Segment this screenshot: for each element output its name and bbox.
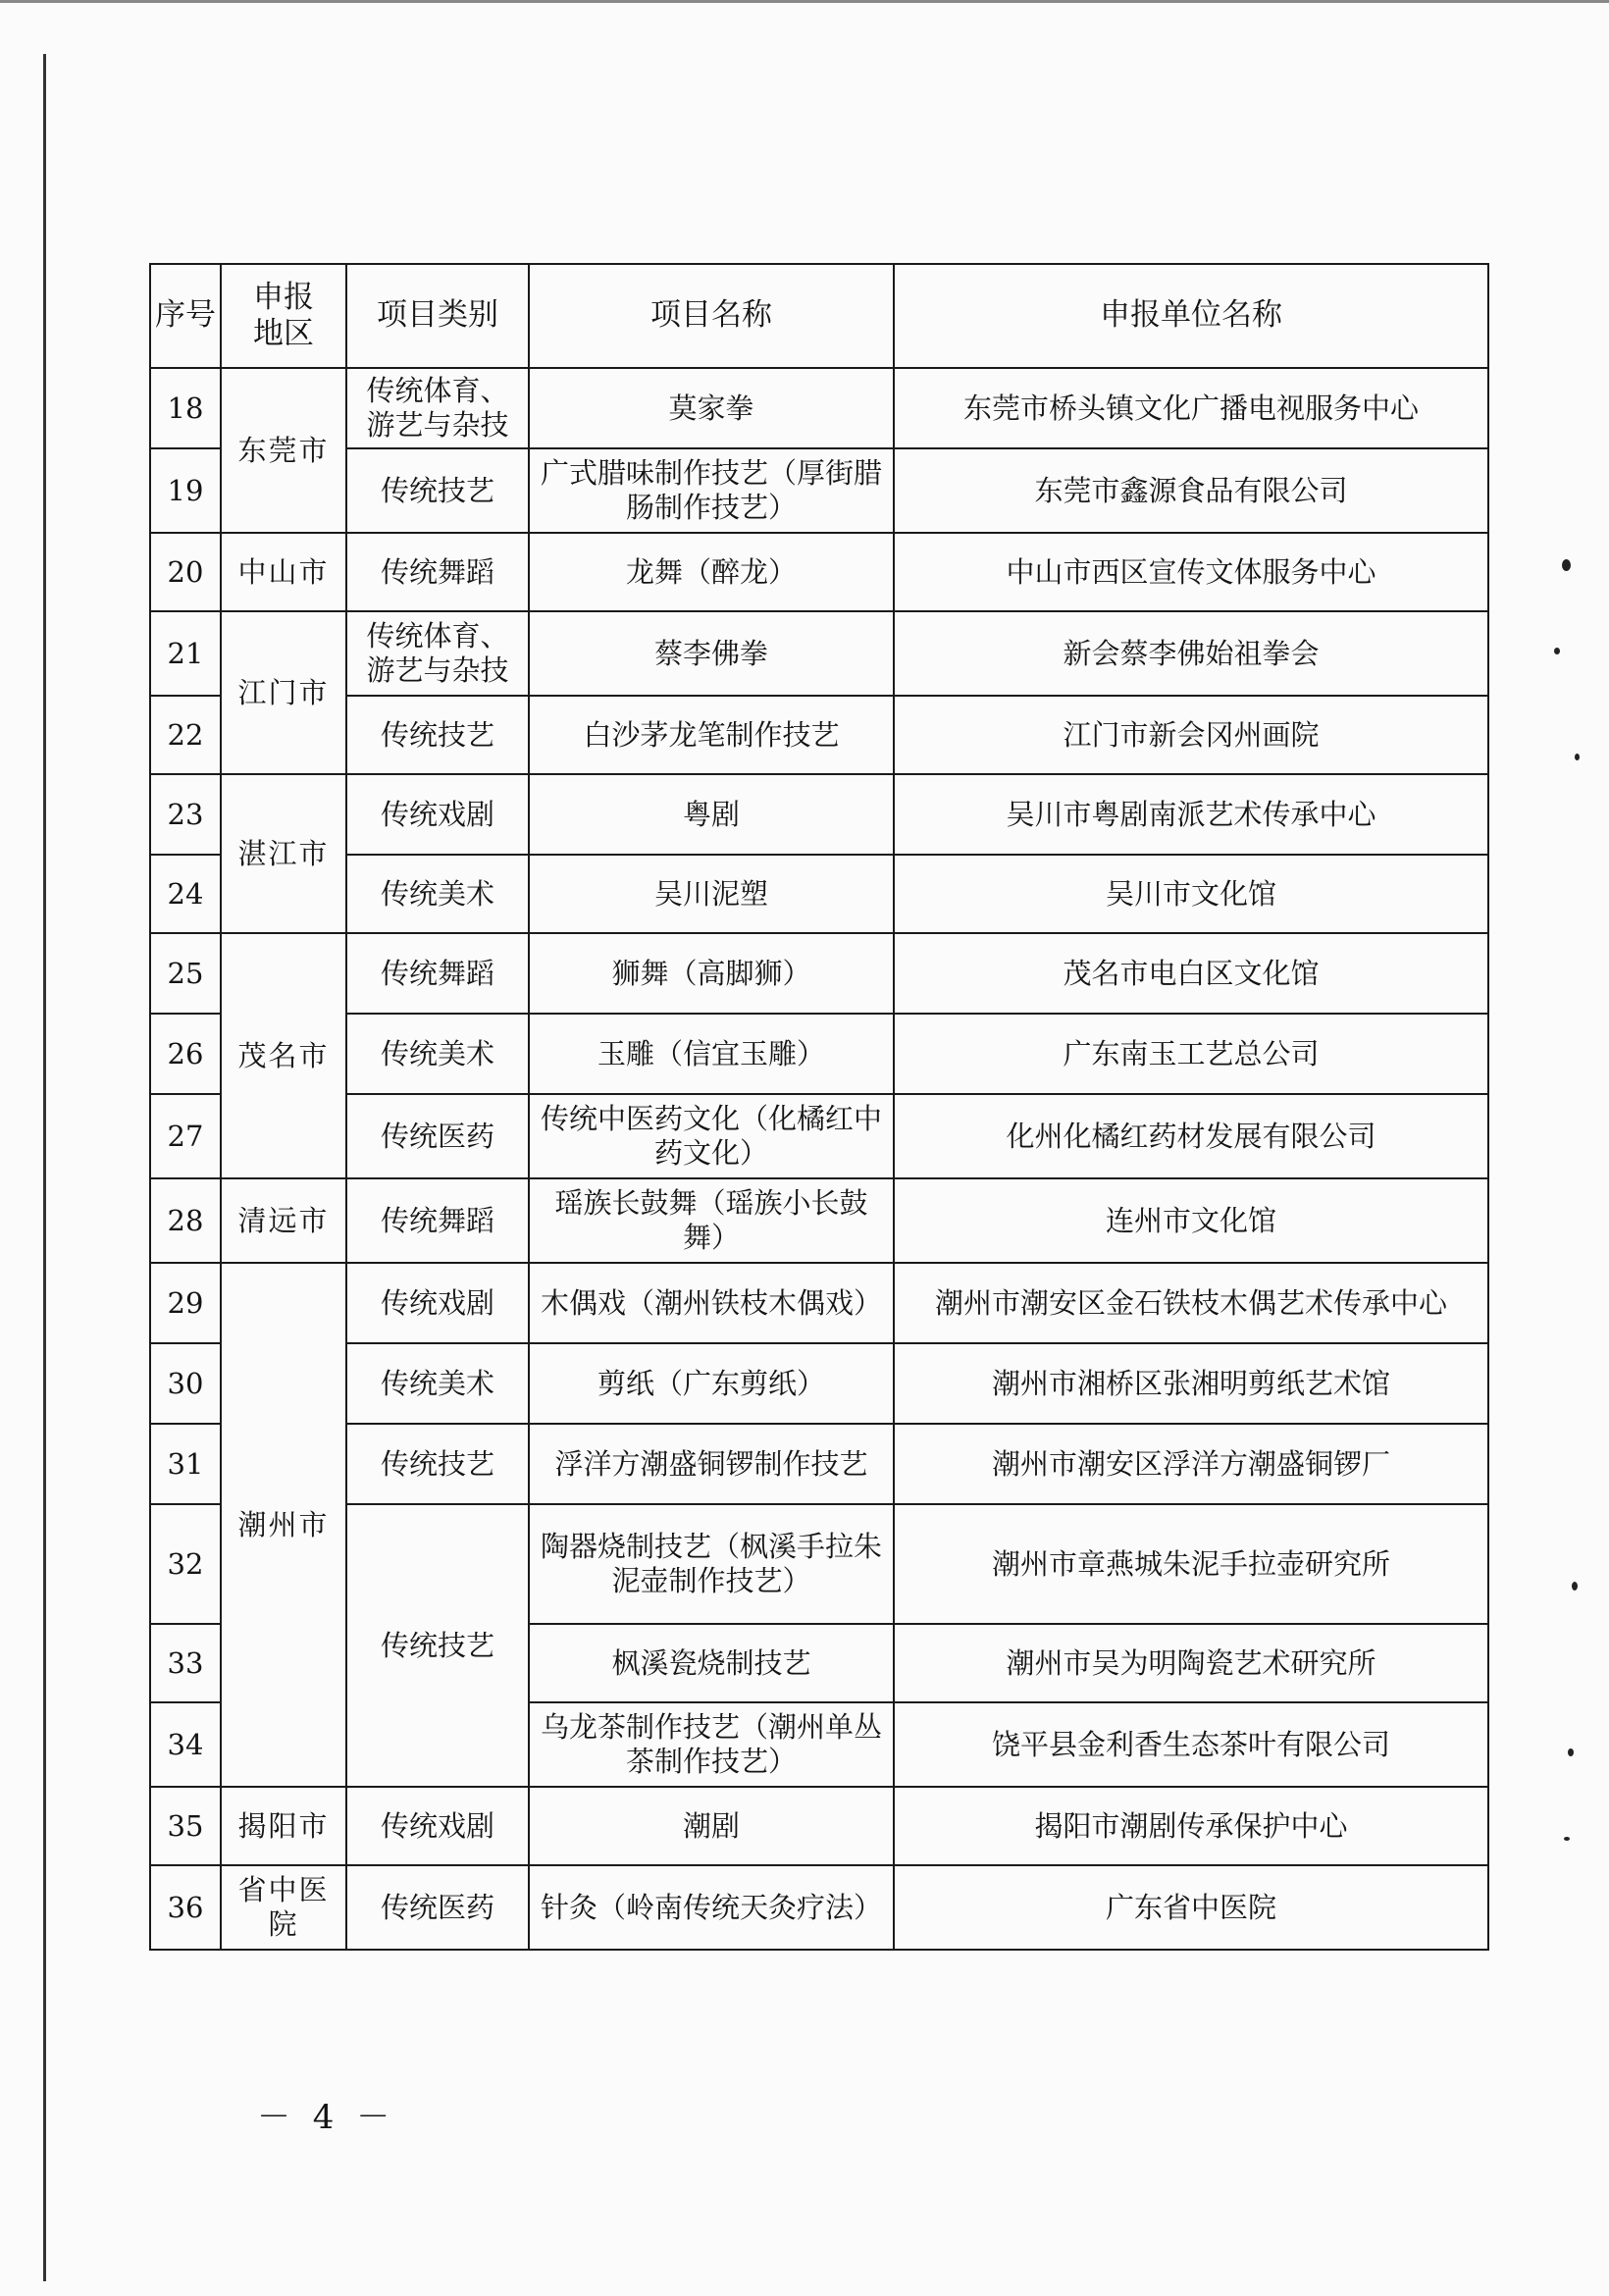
serial-number-cell: 21 [150, 611, 221, 696]
project-name-cell [529, 1702, 894, 1787]
table-row [150, 1178, 1488, 1263]
header-region [221, 264, 346, 368]
table-row [150, 448, 1488, 533]
project-name-text: 剪纸（广东剪纸） [597, 1366, 825, 1400]
project-name-text: 龙舞（醉龙） [625, 554, 797, 589]
region-text: 省中医院 [237, 1873, 330, 1941]
header-region-text: 申报地区 [253, 279, 314, 351]
table-row [150, 696, 1488, 774]
project-name-text: 粤剧 [682, 797, 740, 831]
project-name-cell [529, 1504, 894, 1624]
applicant-unit-cell: 潮州市章燕城朱泥手拉壶研究所 [894, 1504, 1488, 1624]
serial-number-cell: 33 [150, 1624, 221, 1702]
category-cell: 传统舞蹈 [346, 933, 529, 1014]
region-cell: 湛江市 [221, 774, 346, 933]
serial-number-cell: 26 [150, 1014, 221, 1094]
project-name-cell [529, 1424, 894, 1504]
table-row [150, 1014, 1488, 1094]
applicant-unit-cell: 东莞市鑫源食品有限公司 [894, 448, 1488, 533]
serial-number-cell: 20 [150, 533, 221, 611]
header-project-name: 项目名称 [529, 264, 894, 368]
project-name-cell [529, 368, 894, 448]
project-name-text: 莫家拳 [668, 391, 754, 425]
project-name-cell [529, 933, 894, 1014]
serial-number-cell: 23 [150, 774, 221, 855]
serial-number-cell: 32 [150, 1504, 221, 1624]
serial-number-cell: 30 [150, 1343, 221, 1424]
category-text: 传统体育、游艺与杂技 [366, 619, 509, 687]
scan-speck [1564, 1837, 1570, 1841]
category-cell: 传统技艺 [346, 1504, 529, 1787]
serial-number-cell: 27 [150, 1094, 221, 1178]
scan-speck [1568, 1748, 1574, 1756]
serial-number-cell: 24 [150, 855, 221, 933]
table-row [150, 1094, 1488, 1178]
project-name-cell [529, 855, 894, 933]
table-row [150, 1865, 1488, 1950]
category-cell: 传统美术 [346, 855, 529, 933]
header-serial-number: 序号 [150, 264, 221, 368]
table-row [150, 1263, 1488, 1343]
project-name-cell [529, 1343, 894, 1424]
table-row [150, 855, 1488, 933]
project-name-cell [529, 1014, 894, 1094]
scan-speck [1572, 1582, 1578, 1591]
category-cell: 传统医药 [346, 1094, 529, 1178]
applicant-unit-cell: 广东省中医院 [894, 1865, 1488, 1950]
heritage-project-table [149, 263, 1489, 1951]
table-row [150, 1424, 1488, 1504]
project-name-text: 玉雕（信宜玉雕） [597, 1036, 825, 1070]
applicant-unit-cell: 揭阳市潮剧传承保护中心 [894, 1787, 1488, 1865]
category-cell: 传统美术 [346, 1014, 529, 1094]
serial-number-cell: 25 [150, 933, 221, 1014]
region-cell [221, 1865, 346, 1950]
project-name-text: 枫溪瓷烧制技艺 [611, 1645, 811, 1680]
applicant-unit-cell: 江门市新会冈州画院 [894, 696, 1488, 774]
table-row [150, 533, 1488, 611]
scan-speck [1554, 648, 1560, 654]
header-applicant-unit: 申报单位名称 [894, 264, 1488, 368]
project-name-text: 瑶族长鼓舞（瑶族小长鼓舞） [554, 1186, 868, 1254]
category-cell [346, 368, 529, 448]
category-cell [346, 611, 529, 696]
applicant-unit-cell: 饶平县金利香生态茶叶有限公司 [894, 1702, 1488, 1787]
region-cell: 潮州市 [221, 1263, 346, 1787]
applicant-unit-cell: 潮州市吴为明陶瓷艺术研究所 [894, 1624, 1488, 1702]
table-body [150, 368, 1488, 1950]
region-cell: 揭阳市 [221, 1787, 346, 1865]
category-cell: 传统技艺 [346, 696, 529, 774]
header-category: 项目类别 [346, 264, 529, 368]
serial-number-cell: 22 [150, 696, 221, 774]
applicant-unit-cell: 中山市西区宣传文体服务中心 [894, 533, 1488, 611]
serial-number-cell: 34 [150, 1702, 221, 1787]
applicant-unit-cell: 化州化橘红药材发展有限公司 [894, 1094, 1488, 1178]
region-cell: 东莞市 [221, 368, 346, 533]
applicant-unit-cell: 吴川市文化馆 [894, 855, 1488, 933]
project-name-cell [529, 533, 894, 611]
project-name-cell [529, 1263, 894, 1343]
applicant-unit-cell: 潮州市潮安区金石铁枝木偶艺术传承中心 [894, 1263, 1488, 1343]
binding-edge-line [43, 54, 46, 2281]
serial-number-cell: 18 [150, 368, 221, 448]
serial-number-cell: 29 [150, 1263, 221, 1343]
project-name-cell [529, 611, 894, 696]
table-row [150, 1504, 1488, 1624]
project-name-cell [529, 774, 894, 855]
project-name-text: 吴川泥塑 [653, 876, 768, 911]
table-row [150, 368, 1488, 448]
region-cell: 江门市 [221, 611, 346, 774]
region-cell: 中山市 [221, 533, 346, 611]
table-header-row [150, 264, 1488, 368]
project-name-text: 木偶戏（潮州铁枝木偶戏） [540, 1285, 882, 1320]
table-row [150, 933, 1488, 1014]
serial-number-cell: 28 [150, 1178, 221, 1263]
category-cell: 传统医药 [346, 1865, 529, 1950]
project-name-cell [529, 448, 894, 533]
category-cell: 传统舞蹈 [346, 1178, 529, 1263]
page-number: － 4 － [257, 2098, 396, 2137]
scan-speck [1562, 559, 1571, 571]
project-name-text: 白沙茅龙笔制作技艺 [583, 717, 840, 752]
applicant-unit-cell: 茂名市电白区文化馆 [894, 933, 1488, 1014]
applicant-unit-cell: 新会蔡李佛始祖拳会 [894, 611, 1488, 696]
scan-top-edge [0, 0, 1609, 3]
project-name-cell [529, 696, 894, 774]
project-name-cell [529, 1624, 894, 1702]
table-row [150, 1343, 1488, 1424]
table-row [150, 1787, 1488, 1865]
project-name-text: 蔡李佛拳 [653, 636, 768, 670]
project-name-cell [529, 1865, 894, 1950]
category-cell: 传统戏剧 [346, 774, 529, 855]
serial-number-cell: 19 [150, 448, 221, 533]
category-cell: 传统美术 [346, 1343, 529, 1424]
region-cell: 茂名市 [221, 933, 346, 1178]
region-cell: 清远市 [221, 1178, 346, 1263]
serial-number-cell: 31 [150, 1424, 221, 1504]
project-name-text: 乌龙茶制作技艺（潮州单丛茶制作技艺） [540, 1710, 882, 1778]
category-text: 传统体育、游艺与杂技 [366, 374, 509, 442]
applicant-unit-cell: 潮州市湘桥区张湘明剪纸艺术馆 [894, 1343, 1488, 1424]
applicant-unit-cell: 潮州市潮安区浮洋方潮盛铜锣厂 [894, 1424, 1488, 1504]
project-name-text: 浮洋方潮盛铜锣制作技艺 [554, 1446, 868, 1481]
table-row [150, 774, 1488, 855]
project-name-cell [529, 1094, 894, 1178]
project-name-text: 传统中医药文化（化橘红中药文化） [540, 1102, 882, 1170]
applicant-unit-cell: 东莞市桥头镇文化广播电视服务中心 [894, 368, 1488, 448]
scan-speck [1575, 754, 1580, 760]
serial-number-cell: 36 [150, 1865, 221, 1950]
project-name-text: 潮剧 [682, 1808, 740, 1843]
category-cell: 传统技艺 [346, 448, 529, 533]
serial-number-cell: 35 [150, 1787, 221, 1865]
category-cell: 传统舞蹈 [346, 533, 529, 611]
project-name-text: 广式腊味制作技艺（厚街腊肠制作技艺） [540, 456, 882, 524]
category-cell: 传统技艺 [346, 1424, 529, 1504]
project-name-text: 针灸（岭南传统天灸疗法） [540, 1890, 882, 1924]
category-cell: 传统戏剧 [346, 1263, 529, 1343]
project-name-cell [529, 1178, 894, 1263]
category-cell: 传统戏剧 [346, 1787, 529, 1865]
project-name-text: 陶器烧制技艺（枫溪手拉朱泥壶制作技艺） [540, 1530, 882, 1597]
project-name-text: 狮舞（高脚狮） [611, 956, 811, 990]
project-name-cell [529, 1787, 894, 1865]
table-row [150, 611, 1488, 696]
applicant-unit-cell: 广东南玉工艺总公司 [894, 1014, 1488, 1094]
applicant-unit-cell: 连州市文化馆 [894, 1178, 1488, 1263]
applicant-unit-cell: 吴川市粤剧南派艺术传承中心 [894, 774, 1488, 855]
